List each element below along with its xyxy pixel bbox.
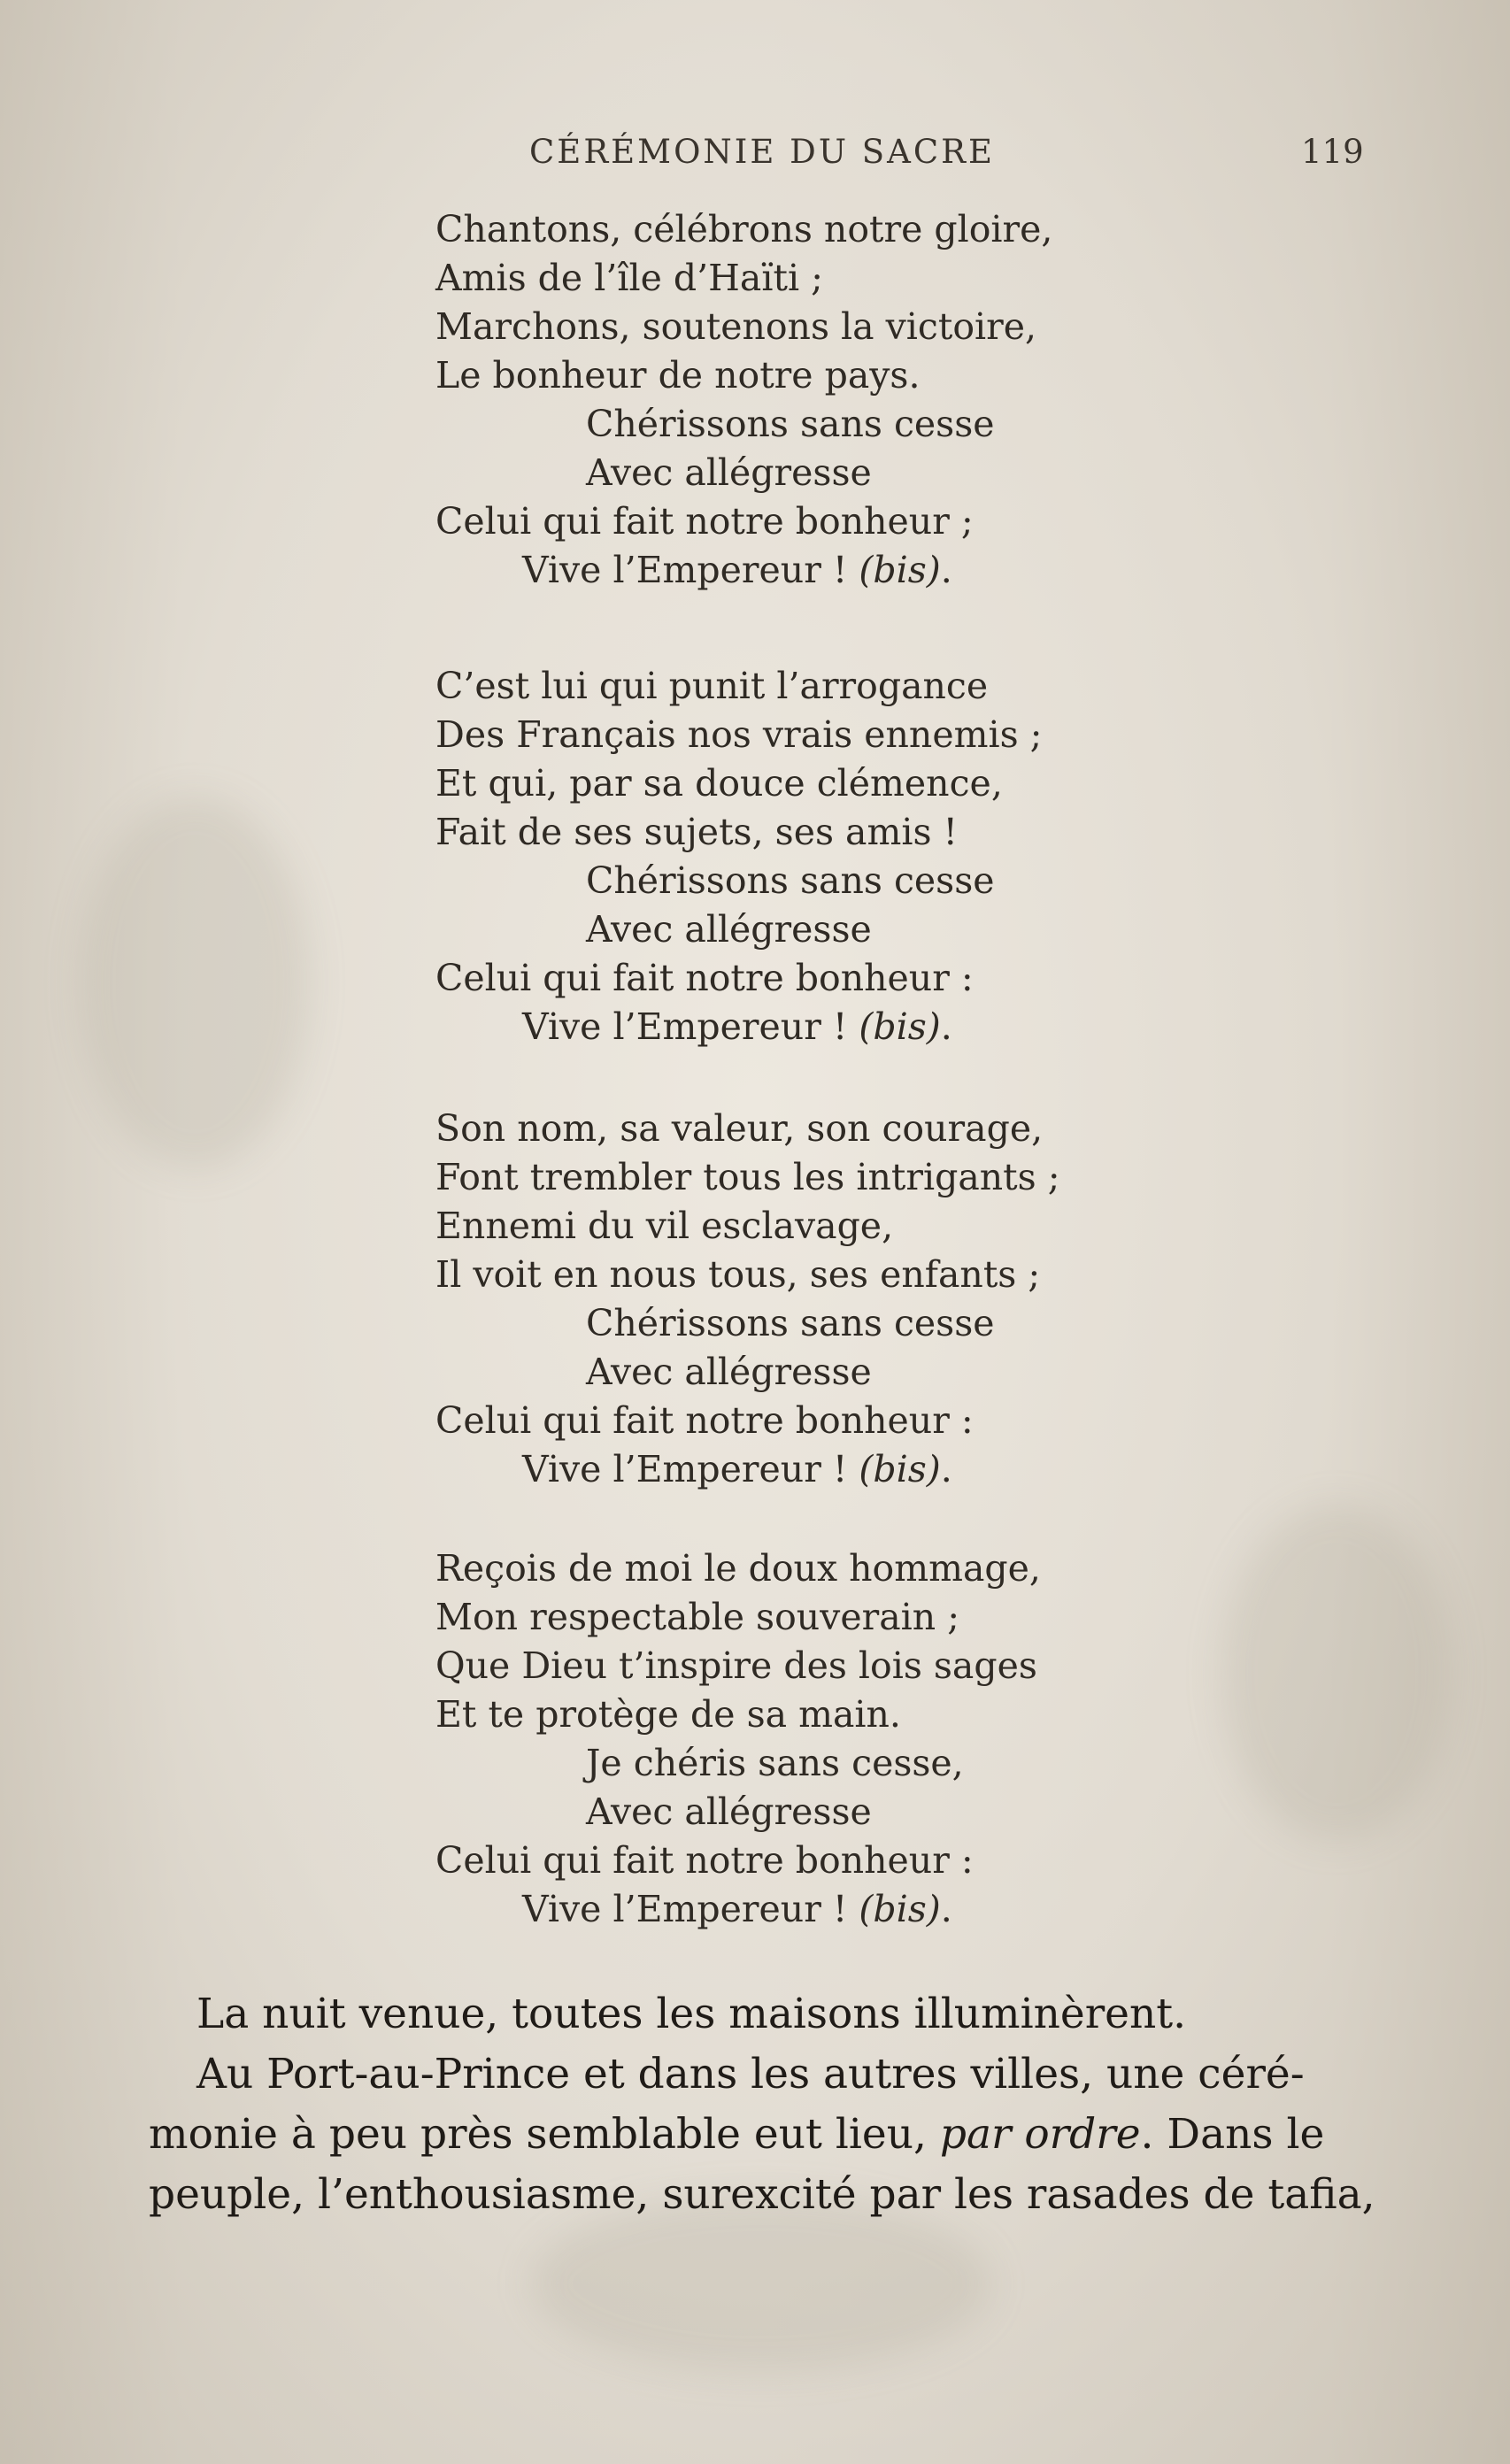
verse-line: Des Français nos vrais ennemis ; [435, 713, 1043, 756]
paragraph-line [149, 2105, 1324, 2165]
refrain-line: Avec allégresse [586, 908, 872, 951]
refrain-closing-line [522, 546, 952, 595]
bis-marker: (bis) [859, 1448, 941, 1490]
line-end: . [940, 1888, 952, 1930]
line-end: . [940, 549, 952, 591]
paper-stain [80, 797, 310, 1168]
paragraph-line: peuple, l’enthousiasme, surexcité par les rasades de tafia, [149, 2170, 1375, 2219]
refrain-text: Vive l’Empereur ! [522, 1888, 859, 1930]
paragraph-line: Au Port-au-Prince et dans les autres villes, une céré- [196, 2050, 1305, 2098]
paragraph-text: . Dans le [1140, 2110, 1325, 2159]
verse-line: Que Dieu t’inspire des lois sages [435, 1644, 1037, 1687]
running-title: CÉRÉMONIE DU SACRE [529, 133, 996, 171]
refrain-line: Chérissons sans cesse [586, 1302, 995, 1344]
refrain-line: Avec allégresse [586, 1790, 872, 1833]
refrain-text: Vive l’Empereur ! [522, 549, 859, 591]
verse-line: Et te protège de sa main. [435, 1693, 901, 1736]
refrain-text: Vive l’Empereur ! [522, 1448, 859, 1490]
bis-marker: (bis) [859, 1888, 941, 1930]
page-header [0, 133, 1510, 177]
refrain-line: Chérissons sans cesse [586, 859, 995, 902]
refrain-closing-line [522, 1445, 952, 1494]
refrain-line: Celui qui fait notre bonheur : [435, 1399, 974, 1442]
verse-line: Amis de l’île d’Haïti ; [435, 257, 823, 299]
verse-line: C’est lui qui punit l’arrogance [435, 665, 989, 707]
bis-marker: (bis) [859, 1005, 941, 1048]
verse-line: Mon respectable souverain ; [435, 1596, 960, 1638]
verse-line: Le bonheur de notre pays. [435, 354, 921, 397]
line-end: . [940, 1005, 952, 1048]
refrain-closing-line [522, 1003, 952, 1051]
line-end: . [940, 1448, 952, 1490]
verse-line: Il voit en nous tous, ses enfants ; [435, 1253, 1041, 1296]
verse-line: Ennemi du vil esclavage, [435, 1205, 894, 1247]
paper-stain [1221, 1505, 1452, 1841]
verse-line: Son nom, sa valeur, son courage, [435, 1107, 1044, 1150]
refrain-closing-line [522, 1885, 952, 1934]
refrain-line: Avec allégresse [586, 1351, 872, 1393]
refrain-line: Je chéris sans cesse, [586, 1742, 964, 1784]
verse-line: Reçois de moi le doux hommage, [435, 1547, 1041, 1590]
refrain-line: Celui qui fait notre bonheur : [435, 957, 974, 999]
verse-line: Et qui, par sa douce clémence, [435, 762, 1003, 805]
refrain-line: Avec allégresse [586, 451, 872, 494]
refrain-text: Vive l’Empereur ! [522, 1005, 859, 1048]
page-number: 119 [1301, 133, 1364, 171]
verse-line: Chantons, célébrons notre gloire, [435, 208, 1053, 250]
emphasis-text: par ordre [939, 2110, 1141, 2159]
bis-marker: (bis) [859, 549, 941, 591]
verse-line: Marchons, soutenons la victoire, [435, 305, 1037, 348]
paragraph-text: monie à peu près semblable eut lieu, [149, 2110, 940, 2159]
verse-line: Fait de ses sujets, ses amis ! [435, 811, 959, 853]
refrain-line: Celui qui fait notre bonheur : [435, 1839, 974, 1882]
verse-line: Font trembler tous les intrigants ; [435, 1156, 1060, 1198]
refrain-line: Chérissons sans cesse [586, 403, 995, 445]
paragraph-line: La nuit venue, toutes les maisons illuminèrent. [196, 1990, 1187, 2038]
refrain-line: Celui qui fait notre bonheur ; [435, 500, 974, 543]
